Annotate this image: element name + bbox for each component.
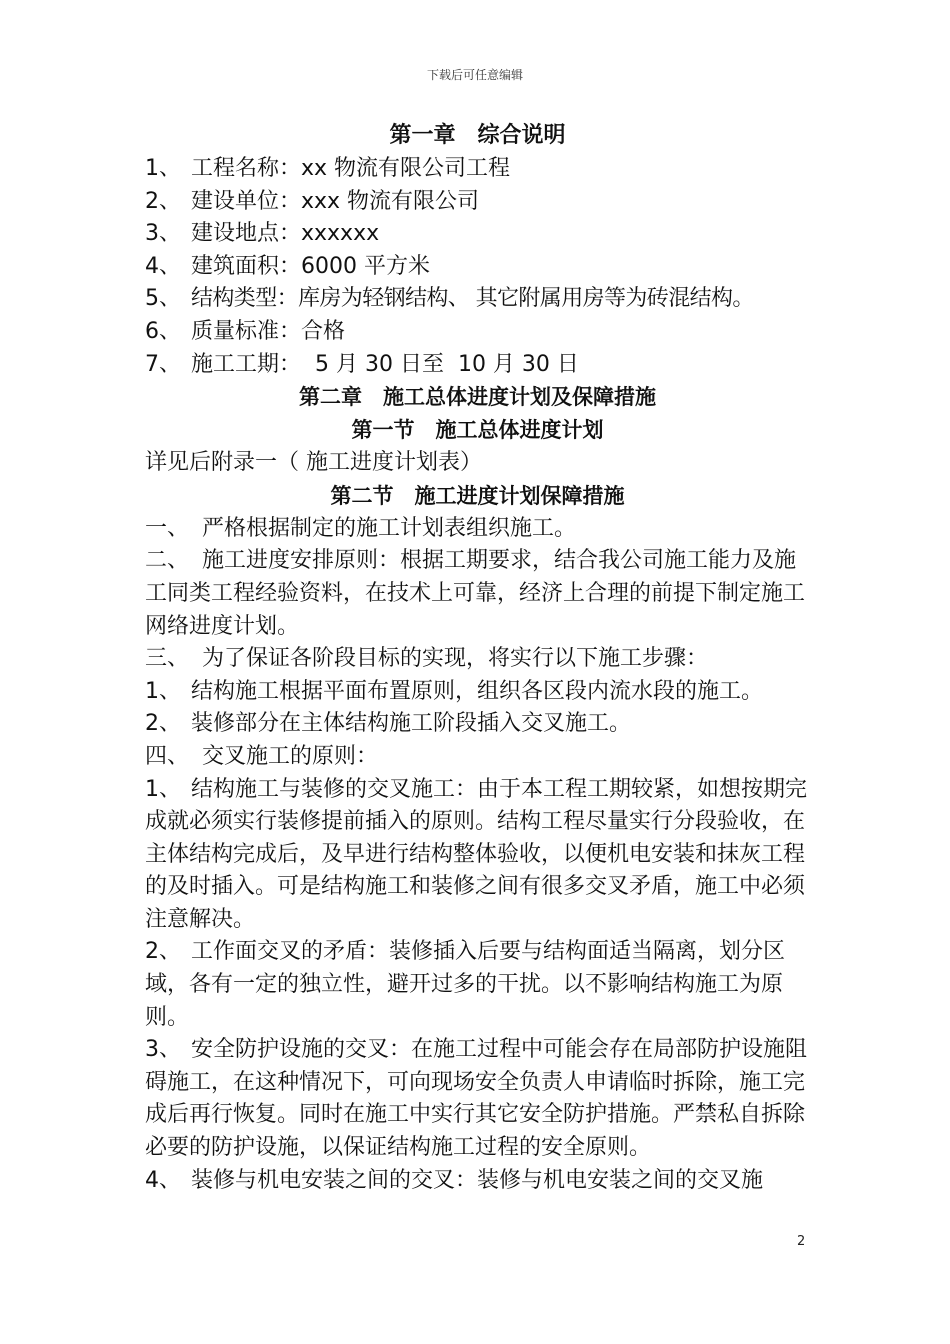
item-text: 装修与机电安装之间的交叉：装修与机电安装之间的交叉施: [191, 1167, 764, 1193]
item-text: 装修部分在主体结构施工阶段插入交叉施工。: [191, 711, 632, 737]
list-item: [145, 676, 810, 709]
paragraph-text: 为了保证各阶段目标的实现，将实行以下施工步骤：: [202, 646, 709, 672]
item-number: 7、: [145, 351, 181, 377]
item-text: 建设地点：xxxxxx: [191, 221, 380, 247]
list-item: [145, 186, 810, 219]
document-body: [145, 119, 810, 1197]
item-text: 安全防护设施的交叉：在施工过程中可能会存在局部防护设施阻碍施工，在这种情况下，可向现场安全负责人申请临时拆除，施工完成后再行恢复。同时在施工中实行其它安全防护措施。严禁私自拆除必要的防护设施，以保证结构施工过程的安全原则。: [145, 1037, 808, 1161]
list-item: [145, 316, 810, 349]
paragraph-text: 严格根据制定的施工计划表组织施工。: [202, 515, 577, 541]
chapter2-title: 第二章 施工总体进度计划及保障措施: [299, 385, 656, 410]
list-item: [145, 708, 810, 741]
item-number: 5、: [145, 286, 181, 312]
paragraph-text: 交叉施工的原则：: [202, 743, 379, 769]
paragraph: [145, 545, 810, 643]
item-text: 施工工期： 5 月 30 日至 10 月 30 日: [191, 351, 579, 377]
list-item: [145, 153, 810, 186]
list-item: [145, 774, 810, 937]
item-number: 3、: [145, 1037, 181, 1063]
item-number: 2、: [145, 188, 181, 214]
paragraph: [145, 741, 810, 774]
chapter1-title: 第一章 综合说明: [389, 123, 566, 148]
list-item: [145, 349, 810, 382]
list-item: [145, 1165, 810, 1198]
paragraph: [145, 643, 810, 676]
page-number: 2: [797, 1234, 806, 1249]
paragraph-text: 施工进度安排原则：根据工期要求，结合我公司施工能力及施工同类工程经验资料，在技术上可靠，经济上合理的前提下制定施工网络进度计划。: [145, 548, 806, 639]
paragraph-number: 四、: [145, 743, 190, 769]
paragraph: [145, 513, 810, 546]
item-text: 工作面交叉的矛盾：装修插入后要与结构面适当隔离，划分区域，各有一定的独立性，避开过多的干扰。以不影响结构施工为原则。: [145, 939, 786, 1030]
item-number: 3、: [145, 221, 181, 247]
paragraph-number: 一、: [145, 515, 190, 541]
list-item: [145, 1034, 810, 1164]
item-number: 1、: [145, 776, 181, 802]
item-number: 1、: [145, 678, 181, 704]
list-item: [145, 283, 810, 316]
item-text: 结构施工与装修的交叉施工：由于本工程工期较紧，如想按期完成就必须实行装修提前插入的原则。结构工程尽量实行分段验收，在主体结构完成后，及早进行结构整体验收，以便机电安装和抹灰工程的及时插入。可是结构施工和装修之间有很多交叉矛盾，施工中必须注意解决。: [145, 776, 808, 932]
section1-text: 详见后附录一（ 施工进度计划表）: [145, 450, 482, 476]
list-item: [145, 936, 810, 1034]
list-item: [145, 218, 810, 251]
item-number: 4、: [145, 253, 181, 279]
list-item: [145, 251, 810, 284]
page-header: 下载后可任意编辑: [426, 68, 523, 82]
item-number: 2、: [145, 711, 181, 737]
section1-title: 第一节 施工总体进度计划: [351, 418, 604, 443]
paragraph-number: 三、: [145, 646, 190, 672]
item-text: 工程名称：xx 物流有限公司工程: [191, 156, 511, 181]
item-text: 建筑面积：6000 平方米: [191, 253, 430, 279]
item-text: 结构施工根据平面布置原则，组织各区段内流水段的施工。: [191, 678, 764, 704]
item-number: 2、: [145, 939, 181, 965]
item-text: 结构类型：库房为轻钢结构、 其它附属用房等为砖混结构。: [191, 286, 754, 312]
item-text: 建设单位：xxx 物流有限公司: [191, 188, 480, 214]
item-number: 4、: [145, 1167, 181, 1193]
item-text: 质量标准：合格: [191, 318, 346, 344]
item-number: 1、: [145, 156, 181, 181]
item-number: 6、: [145, 318, 181, 344]
paragraph-number: 二、: [145, 548, 190, 574]
section2-title: 第二节 施工进度计划保障措施: [330, 483, 625, 508]
